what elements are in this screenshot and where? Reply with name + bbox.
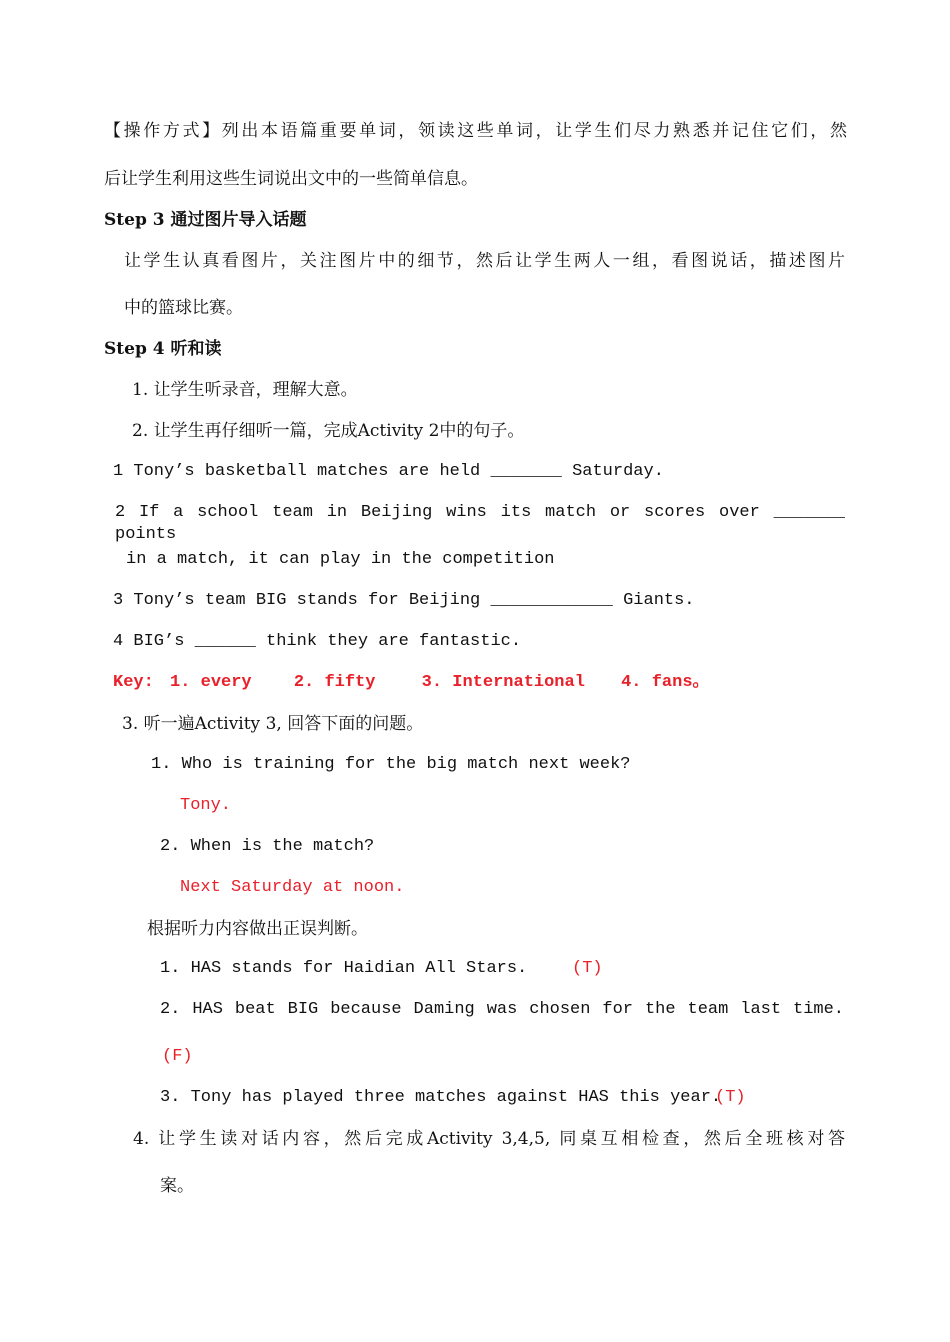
step4-item-2: 2. 让学生再仔细听一篇，完成Activity 2中的句子。 xyxy=(132,421,525,441)
true-false-statement-1: 1. HAS stands for Haidian All Stars. xyxy=(160,959,528,978)
activity3-answer-2: Next Saturday at noon. xyxy=(180,878,405,897)
step3-paragraph-line-1: 让学生认真看图片，关注图片中的细节，然后让学生两人一组，看图说话，描述图片 xyxy=(124,251,845,271)
answer-key xyxy=(113,672,710,694)
step3-paragraph-line-2: 中的篮球比赛。 xyxy=(124,298,243,318)
step4-item-4-line-2: 案。 xyxy=(160,1176,194,1196)
true-false-statement-3: 3. Tony has played three matches against HAS this year. xyxy=(160,1088,722,1107)
step3-heading: Step 3 通过图片导入话题 xyxy=(104,210,307,230)
true-false-mark-3: (T) xyxy=(715,1088,746,1107)
intro-line-1: 【操作方式】列出本语篇重要单词，领读这些单词，让学生们尽力熟悉并记住它们，然 xyxy=(104,121,847,141)
true-false-statement-2: 2. HAS beat BIG because Daming was chosen for the team last time. xyxy=(160,1000,844,1019)
answer-key-2: 2. fifty xyxy=(293,673,376,692)
true-false-intro: 根据听力内容做出正误判断。 xyxy=(147,919,368,939)
activity2-question-2-line-1: 2 If a school team in Beijing wins its match or scores over _______ points xyxy=(115,503,845,544)
activity2-question-4: 4 BIG’s ______ think they are fantastic. xyxy=(113,632,522,651)
step4-heading: Step 4 听和读 xyxy=(104,339,222,359)
step4-item-1: 1. 让学生听录音，理解大意。 xyxy=(132,380,358,400)
true-false-mark-1: (T) xyxy=(572,959,603,978)
activity3-question-1: 1. Who is training for the big match next week? xyxy=(151,755,631,774)
intro-line-2: 后让学生利用这些生词说出文中的一些简单信息。 xyxy=(104,169,478,189)
true-false-mark-2: (F) xyxy=(162,1047,193,1066)
answer-key-end: 。 xyxy=(692,673,710,692)
answer-key-4: 4. fans xyxy=(621,673,693,692)
activity3-answer-1: Tony. xyxy=(180,796,232,815)
answer-key-1: 1. every xyxy=(170,673,252,692)
step4-item-4-line-1: 4. 让学生读对话内容，然后完成Activity 3,4,5, 同桌互相检查，然后全班核对答 xyxy=(133,1129,845,1149)
activity2-question-3: 3 Tony’s team BIG stands for Beijing ____________ Giants. xyxy=(113,591,695,610)
activity2-question-2-line-2: in a match, it can play in the competition xyxy=(126,550,555,569)
activity2-question-1: 1 Tony’s basketball matches are held _______ Saturday. xyxy=(113,462,664,481)
step4-item-3: 3. 听一遍Activity 3, 回答下面的问题。 xyxy=(122,714,424,734)
activity3-question-2: 2. When is the match? xyxy=(160,837,375,856)
answer-key-3: 3. International xyxy=(421,673,585,692)
answer-key-label: Key: xyxy=(113,673,154,692)
